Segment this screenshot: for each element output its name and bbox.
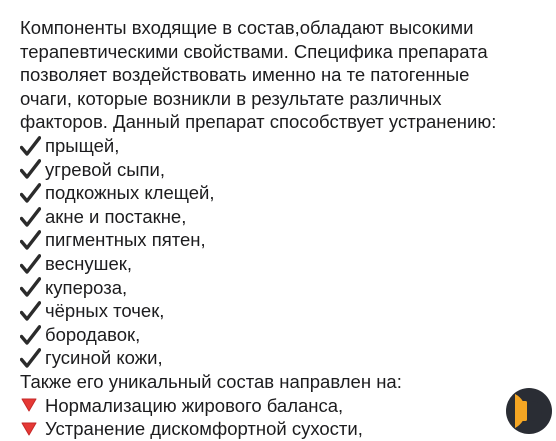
red-triangle-down-icon (21, 422, 37, 436)
check-list-item (20, 181, 540, 205)
intro-paragraph: Компоненты входящие в состав,обладают высокими терапевтическими свойствами. Специфика препарата позволяет воздействовать именно на те патогенные очаги, которые возникли в результате различных факторов. Данный препарат способствует устранению: (20, 17, 497, 133)
check-list (20, 134, 540, 370)
check-mark-icon (20, 207, 41, 227)
check-mark-icon (20, 301, 41, 321)
triangle-list (20, 394, 540, 441)
check-mark-icon (20, 254, 41, 274)
triangle-list-item-label: Нормализацию жирового баланса, (45, 394, 344, 416)
triangle-list-item (20, 394, 540, 418)
brand-logo (502, 384, 554, 438)
check-list-item-label: купероза, (45, 276, 128, 298)
red-triangle-down-icon (21, 398, 37, 412)
check-list-item (20, 228, 540, 252)
check-list-item-label: чёрных точек, (45, 300, 165, 322)
check-list-item (20, 158, 540, 182)
check-list-item-label: гусиной кожи, (45, 347, 163, 369)
post-content (20, 16, 540, 441)
check-list-item (20, 134, 540, 158)
check-list-item-label: пигментных пятен, (45, 229, 206, 251)
check-mark-icon (20, 348, 41, 368)
check-list-item-label: веснушек, (45, 252, 132, 274)
check-list-item (20, 299, 540, 323)
check-mark-icon (20, 277, 41, 297)
check-list-item-label: угревой сыпи, (45, 158, 165, 180)
check-mark-icon (20, 325, 41, 345)
also-paragraph: Также его уникальный состав направлен на: (20, 370, 402, 392)
check-mark-icon (20, 159, 41, 179)
check-list-item (20, 276, 540, 300)
check-list-item (20, 252, 540, 276)
check-mark-icon (20, 136, 41, 156)
check-mark-icon (20, 183, 41, 203)
check-list-item-label: прыщей, (45, 134, 120, 156)
triangle-list-item (20, 417, 540, 441)
check-list-item (20, 205, 540, 229)
triangle-list-item-label: Устранение дискомфортной сухости, (45, 418, 363, 440)
check-list-item (20, 323, 540, 347)
check-list-item (20, 346, 540, 370)
check-list-item-label: подкожных клещей, (45, 182, 215, 204)
check-list-item-label: акне и постакне, (45, 205, 187, 227)
check-list-item-label: бородавок, (45, 323, 141, 345)
check-mark-icon (20, 230, 41, 250)
